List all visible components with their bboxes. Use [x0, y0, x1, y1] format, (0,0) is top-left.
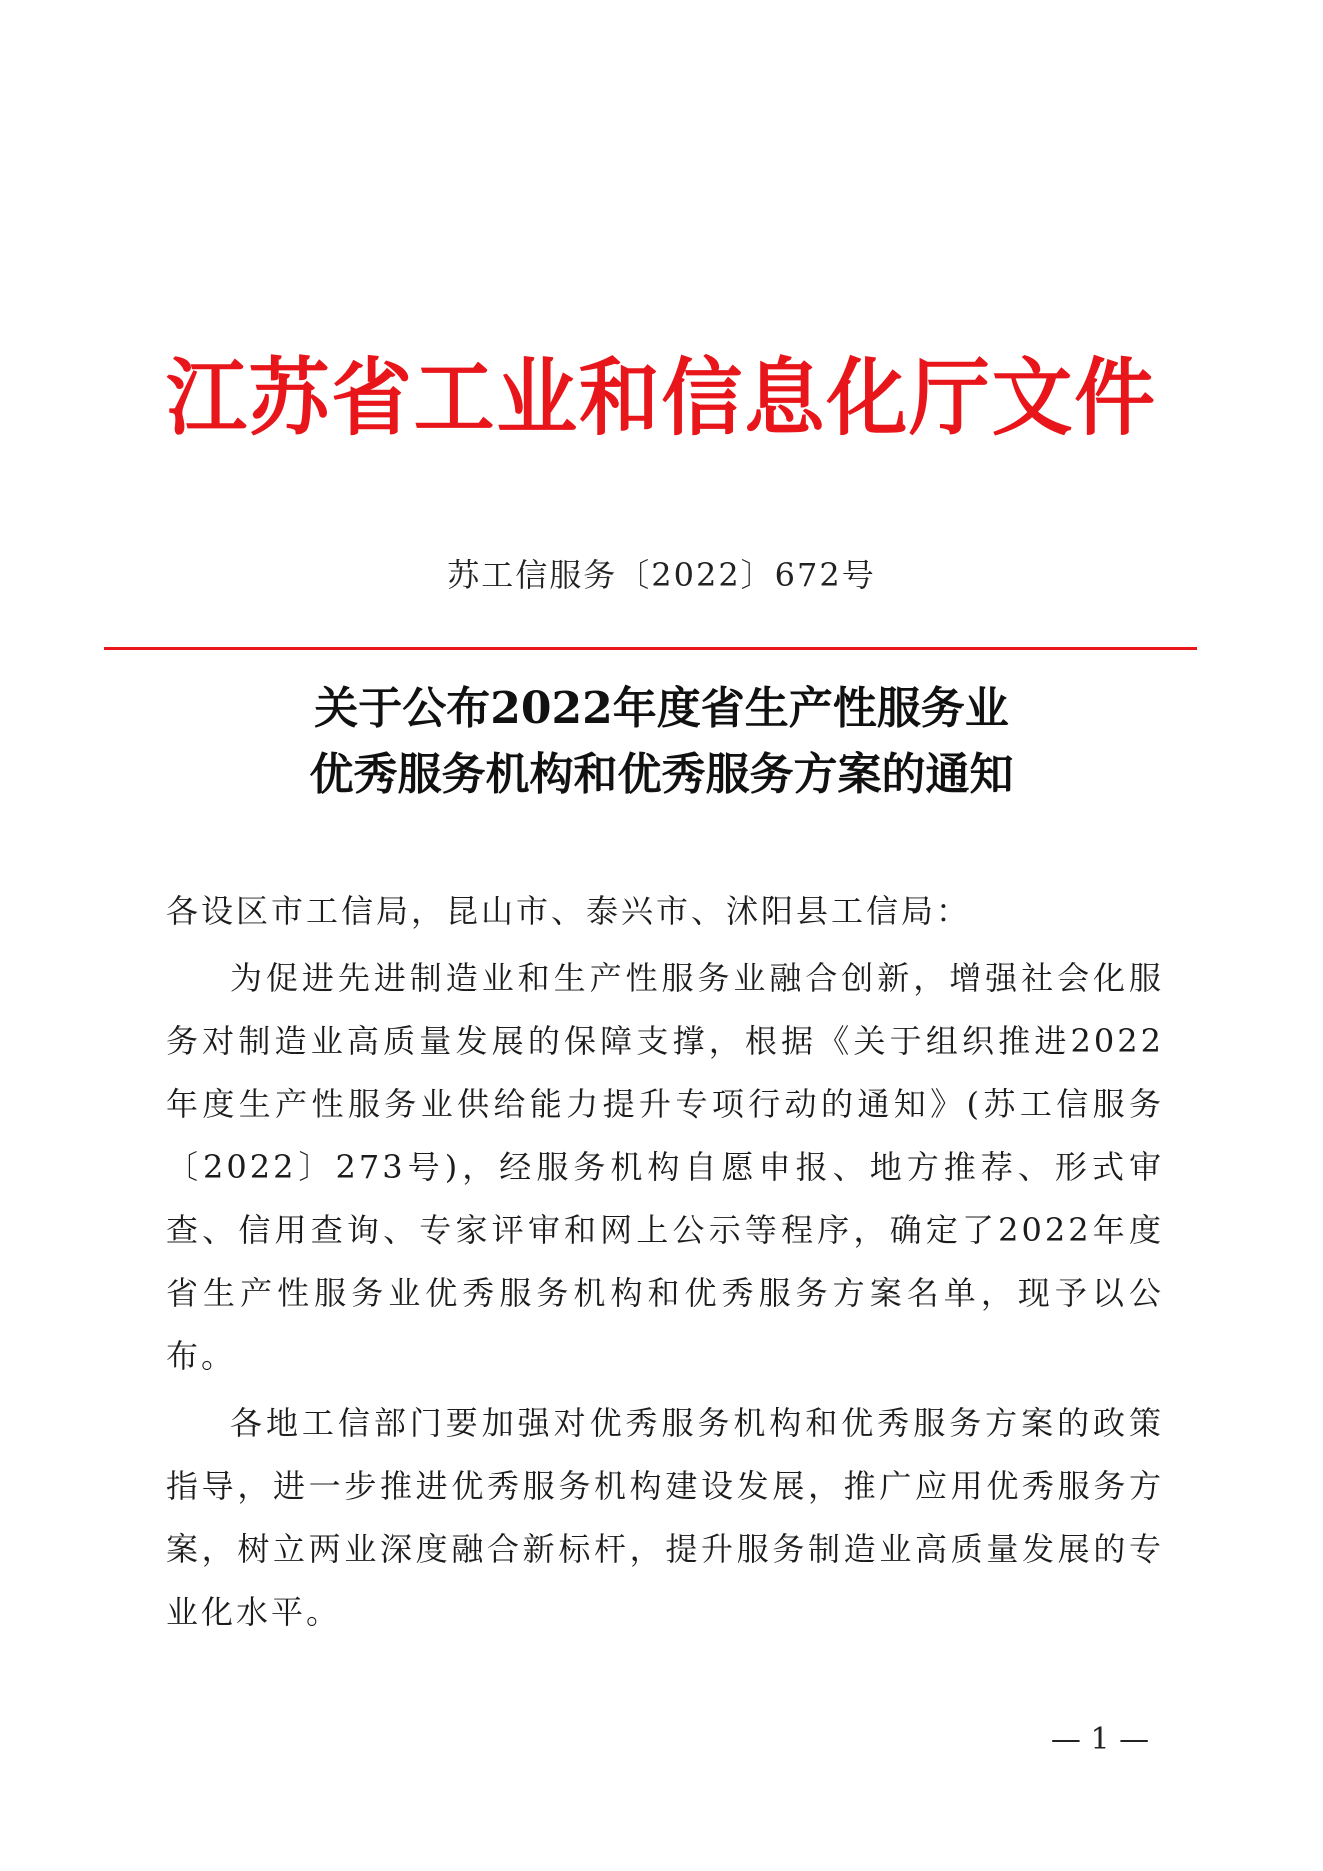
document-number: 苏工信服务〔2022〕672号: [447, 556, 876, 594]
notice-title: [0, 676, 1323, 808]
body-paragraph: 为促进先进制造业和生产性服务业融合创新，增强社会化服务对制造业高质量发展的保障支撑，根据《关于组织推进2022年度生产性服务业供给能力提升专项行动的通知》(苏工信服务〔2022〕273号)，经服务机构自愿申报、地方推荐、形式审查、信用查询、专家评审和网上公示等程序，确定了2022年度省生产性服务业优秀服务机构和优秀服务方案名单，现予以公布。: [166, 959, 1164, 1375]
document-body: [166, 880, 1164, 1648]
masthead-title: 江苏省工业和信息化厅文件: [166, 349, 1157, 447]
page-number: — 1 —: [1050, 1722, 1150, 1757]
notice-title-line-2: 优秀服务机构和优秀服务方案的通知: [309, 749, 1014, 800]
notice-title-line-1: 关于公布2022年度省生产性服务业: [314, 683, 1009, 734]
body-paragraph: 各地工信部门要加强对优秀服务机构和优秀服务方案的政策指导，进一步推进优秀服务机构建设发展，推广应用优秀服务方案，树立两业深度融合新标杆，提升服务制造业高质量发展的专业化水平。: [166, 1404, 1164, 1631]
salutation: 各设区市工信局，昆山市、泰兴市、沭阳县工信局：: [166, 892, 972, 930]
red-divider-rule: [104, 647, 1197, 650]
